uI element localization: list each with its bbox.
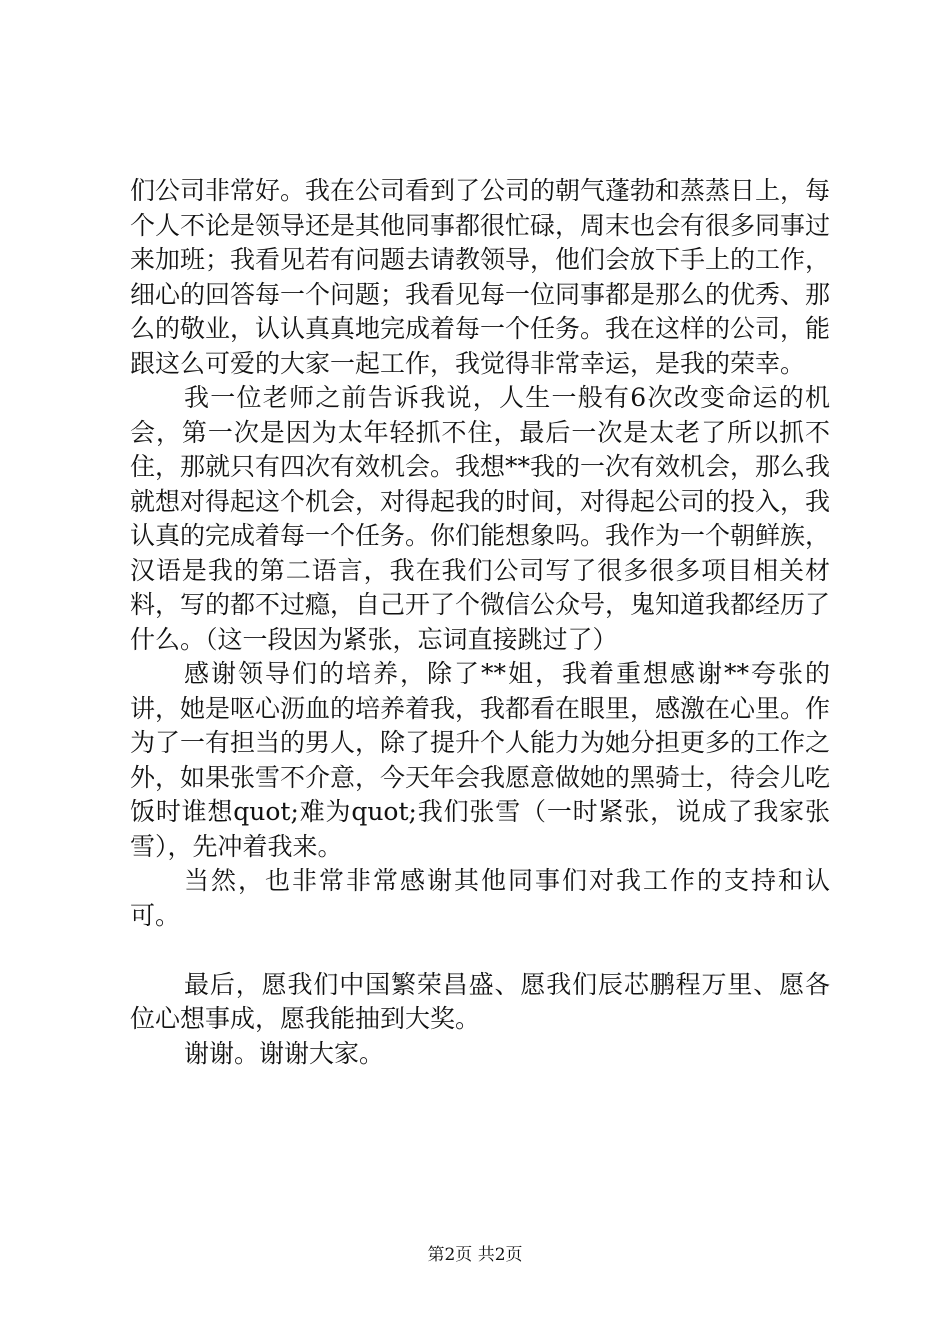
paragraph-6: 谢谢。谢谢大家。 <box>184 1038 385 1068</box>
paragraph-1: 们公司非常好。我在公司看到了公司的朝气蓬勃和蒸蒸日上，每个人不论是领导还是其他同事都很忙碌，周末也会有很多同事过来加班；我看见若有问题去请教领导，他们会放下手上的工作，细心的回答每一个问题；我看见每一位同事都是那么的优秀、那么的敬业，认认真真地完成着每一个任务。我在这样的公司，能跟这么可爱的大家一起工作，我觉得非常幸运，是我的荣幸。 <box>130 176 831 378</box>
paragraph-5: 最后，愿我们中国繁荣昌盛、愿我们辰芯鹏程万里、愿各位心想事成，愿我能抽到大奖。 <box>130 969 830 1033</box>
paragraph-4: 当然，也非常非常感谢其他同事们对我工作的支持和认可。 <box>130 866 830 930</box>
paragraph-3: 感谢领导们的培养，除了**姐，我着重想感谢**夸张的讲，她是呕心沥血的培养着我，我都看在眼里，感激在心里。作为了一有担当的男人，除了提升个人能力为她分担更多的工作之外，如果张雪不介意，今天年会我愿意做她的黑骑士，待会儿吃饭时谁想quot;难为quot;我们张雪（一时紧张，说成了我家张雪），先冲着我来。 <box>130 659 831 861</box>
blank-line <box>130 933 830 968</box>
paragraph-2: 我一位老师之前告诉我说，人生一般有6次改变命运的机会，第一次是因为太年轻抓不住，最后一次是太老了所以抓不住，那就只有四次有效机会。我想**我的一次有效机会，那么我就想对得起这个机会，对得起我的时间，对得起公司的投入，我认真的完成着每一个任务。你们能想象吗。我作为一个朝鲜族，汉语是我的第二语言，我在我们公司写了很多很多项目相关材料，写的都不过瘾，自己开了个微信公众号，鬼知道我都经历了什么。（这一段因为紧张，忘词直接跳过了） <box>130 383 831 654</box>
document-body <box>130 174 830 1071</box>
page-number-footer: 第2页 共2页 <box>427 1245 523 1265</box>
